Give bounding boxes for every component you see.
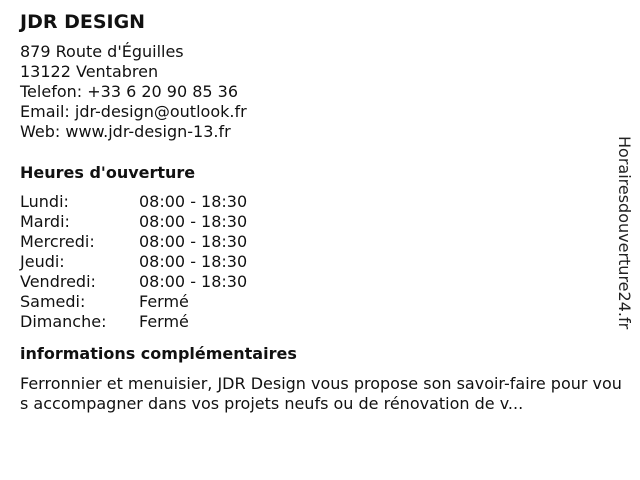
side-brand-watermark: Horairesdouverture24.fr [615, 136, 634, 330]
day-hours: Fermé [139, 312, 189, 331]
hours-row-sunday [20, 312, 610, 332]
day-label: Mardi: [20, 212, 70, 231]
email-address: Email: jdr-design@outlook.fr [20, 102, 247, 121]
day-hours: 08:00 - 18:30 [139, 252, 248, 271]
website-address: Web: www.jdr-design-13.fr [20, 122, 231, 141]
opening-hours-table [20, 192, 610, 332]
opening-hours-heading: Heures d'ouverture [20, 163, 196, 182]
hours-row-wednesday [20, 232, 610, 252]
hours-row-monday [20, 192, 610, 212]
additional-info-heading: informations complémentaires [20, 344, 297, 363]
day-label: Lundi: [20, 192, 69, 211]
day-hours: 08:00 - 18:30 [139, 232, 248, 251]
day-hours: Fermé [139, 292, 189, 311]
contact-details [20, 42, 610, 142]
day-label: Jeudi: [20, 252, 65, 271]
day-hours: 08:00 - 18:30 [139, 192, 248, 211]
hours-row-tuesday [20, 212, 610, 232]
day-label: Dimanche: [20, 312, 107, 331]
day-hours: 08:00 - 18:30 [139, 272, 248, 291]
additional-info-text: Ferronnier et menuisier, JDR Design vous propose son savoir-faire pour vous accompagner dans vos projets neufs ou de rénovation de v... [20, 374, 622, 413]
day-label: Samedi: [20, 292, 86, 311]
hours-row-friday [20, 272, 610, 292]
business-name: JDR DESIGN [20, 11, 146, 33]
address-street: 879 Route d'Éguilles [20, 42, 184, 61]
day-label: Mercredi: [20, 232, 95, 251]
address-city: 13122 Ventabren [20, 62, 159, 81]
business-card [20, 10, 622, 414]
day-label: Vendredi: [20, 272, 96, 291]
phone-number: Telefon: +33 6 20 90 85 36 [20, 82, 239, 101]
hours-row-saturday [20, 292, 610, 312]
day-hours: 08:00 - 18:30 [139, 212, 248, 231]
hours-row-thursday [20, 252, 610, 272]
